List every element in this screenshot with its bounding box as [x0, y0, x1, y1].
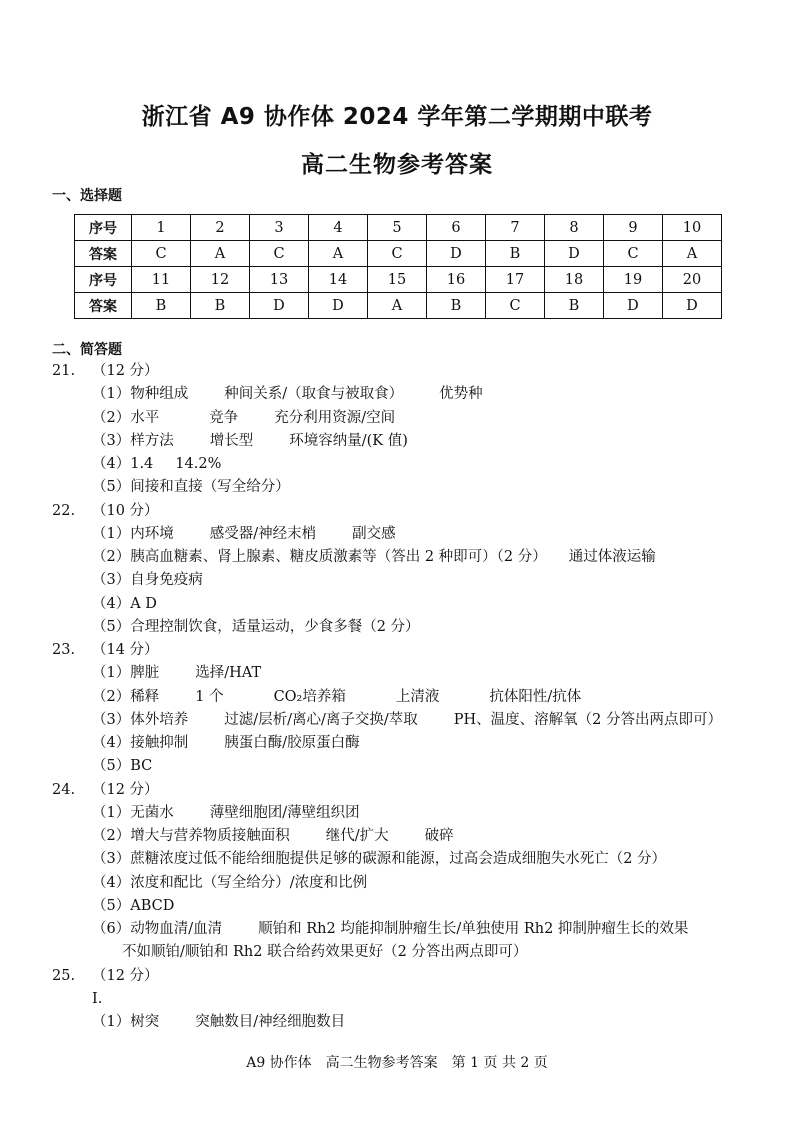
answer-text: （5）ABCD — [92, 897, 175, 914]
answer-text: （2）稀释 — [92, 688, 160, 705]
answer-line — [0, 453, 794, 476]
question-number: 25. — [52, 967, 76, 984]
answer-text: （1）内环境 — [92, 525, 174, 542]
table-cell: C — [250, 241, 309, 267]
question-score: （12 分） — [92, 967, 159, 984]
question-score: （12 分） — [92, 363, 159, 379]
table-cell: C — [132, 241, 191, 267]
table-cell: 1 — [132, 215, 191, 241]
answer-text: 继代/扩大 — [325, 828, 389, 844]
table-cell: D — [250, 293, 309, 319]
table-cell: 13 — [250, 267, 309, 293]
answer-text: 突触数目/神经细胞数目 — [195, 1014, 346, 1030]
answer-line — [0, 755, 794, 778]
answer-line — [0, 616, 794, 639]
table-cell: 16 — [427, 267, 486, 293]
answer-line — [0, 430, 794, 453]
question-header-23 — [0, 639, 794, 662]
answer-text: （4）1.4 — [92, 456, 154, 472]
answer-line — [0, 918, 794, 941]
table-cell: 4 — [309, 215, 368, 241]
answer-text: （4）浓度和配比（写全给分）/浓度和比例 — [92, 874, 368, 891]
table-row — [75, 293, 722, 319]
answer-list — [0, 360, 794, 1034]
answer-text: 抗体阳性/抗体 — [489, 688, 582, 705]
table-cell: 20 — [663, 267, 722, 293]
answer-text: I. — [92, 990, 103, 1007]
answer-line — [0, 872, 794, 895]
answer-text: （2）胰高血糖素、肾上腺素、糖皮质激素等（答出 2 种即可）（2 分） — [92, 549, 547, 565]
answer-text: 种间关系/（取食与被取食） — [224, 386, 404, 403]
answer-text: （4）接触抑制 — [92, 735, 189, 751]
answer-line — [0, 407, 794, 430]
table-cell: B — [427, 293, 486, 319]
answer-line — [0, 662, 794, 685]
answer-line — [0, 802, 794, 825]
answer-text: 增长型 — [209, 432, 254, 449]
answer-line — [0, 686, 794, 709]
answer-line — [0, 848, 794, 871]
answer-line — [0, 1011, 794, 1034]
row-label: 答案 — [75, 293, 132, 319]
table-cell: C — [368, 241, 427, 267]
answer-text: （1）无菌水 — [92, 804, 174, 821]
question-score: （12 分） — [92, 781, 159, 798]
table-cell: D — [663, 293, 722, 319]
answer-line — [0, 732, 794, 755]
answer-line — [0, 825, 794, 848]
table-cell: B — [132, 293, 191, 319]
answer-text: 竞争 — [209, 409, 239, 426]
table-cell: D — [427, 241, 486, 267]
answer-line — [0, 383, 794, 406]
table-cell: A — [368, 293, 427, 319]
question-number: 21. — [52, 363, 76, 379]
table-cell: B — [486, 241, 545, 267]
answer-text: （1）脾脏 — [92, 665, 160, 682]
answer-text: 感受器/神经末梢 — [209, 525, 317, 542]
table-row — [75, 215, 722, 241]
answer-text: （4）A D — [92, 595, 157, 612]
row-label: 答案 — [75, 241, 132, 267]
question-header-25 — [0, 965, 794, 988]
answer-text: 上清液 — [395, 688, 440, 705]
question-number: 22. — [52, 502, 76, 519]
table-cell: D — [545, 241, 604, 267]
answer-text: 充分利用资源/空间 — [274, 409, 396, 426]
answer-text: （1）树突 — [92, 1014, 160, 1030]
table-row — [75, 267, 722, 293]
answer-text: 薄壁细胞团/薄壁组织团 — [209, 804, 360, 821]
table-cell: 5 — [368, 215, 427, 241]
table-cell: 10 — [663, 215, 722, 241]
answer-text: 环境容纳量/(K 值) — [289, 432, 408, 449]
answer-text: PH、温度、溶解氧（2 分答出两点即可） — [453, 711, 723, 728]
table-cell: A — [191, 241, 250, 267]
table-cell: A — [663, 241, 722, 267]
question-header-22 — [0, 500, 794, 523]
table-cell: B — [545, 293, 604, 319]
answer-text: （5）BC — [92, 758, 153, 775]
answer-line — [0, 709, 794, 732]
answer-text: （3）蔗糖浓度过低不能给细胞提供足够的碳源和能源，过高会造成细胞失水死亡（2 分） — [92, 851, 667, 868]
table-cell: 7 — [486, 215, 545, 241]
table-cell: C — [604, 241, 663, 267]
page-title: 浙江省 A9 协作体 2024 学年第二学期期中联考 — [141, 104, 653, 130]
answer-text: 选择/HAT — [195, 665, 262, 682]
answer-text: 副交感 — [352, 525, 396, 542]
answer-text: （6）动物血清/血清 — [92, 921, 223, 937]
answer-text: 通过体液运输 — [568, 549, 656, 565]
page-subtitle: 高二生物参考答案 — [301, 152, 493, 178]
question-number: 24. — [52, 781, 76, 798]
answer-text: 不如顺铂/顺铂和 Rh2 联合给药效果更好（2 分答出两点即可） — [122, 944, 528, 961]
table-cell: B — [191, 293, 250, 319]
table-cell: 14 — [309, 267, 368, 293]
table-cell: 12 — [191, 267, 250, 293]
page-footer: A9 协作体 高二生物参考答案 第 1 页 共 2 页 — [246, 1055, 548, 1071]
question-score: （10 分） — [92, 502, 159, 519]
table-cell: 6 — [427, 215, 486, 241]
part-label — [0, 988, 794, 1011]
table-cell: 19 — [604, 267, 663, 293]
table-cell: 9 — [604, 215, 663, 241]
answer-text: 14.2% — [175, 456, 222, 472]
table-cell: A — [309, 241, 368, 267]
answer-text: 胰蛋白酶/胶原蛋白酶 — [224, 735, 360, 751]
answer-line — [0, 523, 794, 546]
table-cell: 11 — [132, 267, 191, 293]
answer-text: （3）体外培养 — [92, 711, 189, 728]
answer-text: 1 个 — [195, 688, 224, 705]
table-cell: 17 — [486, 267, 545, 293]
question-score: （14 分） — [92, 642, 159, 658]
answer-text: （2）水平 — [92, 409, 160, 426]
table-cell: 15 — [368, 267, 427, 293]
answer-text: （2）增大与营养物质接触面积 — [92, 828, 290, 844]
table-cell: C — [486, 293, 545, 319]
question-header-24 — [0, 779, 794, 802]
section-heading-choice: 一、选择题 — [52, 188, 122, 204]
table-cell: 2 — [191, 215, 250, 241]
answer-line — [0, 895, 794, 918]
answer-line-continued — [0, 941, 794, 964]
answer-text: （3）自身免疫病 — [92, 572, 203, 589]
answer-text: （5）合理控制饮食，适量运动，少食多餐（2 分） — [92, 618, 420, 635]
answer-text: 破碎 — [424, 828, 454, 844]
answer-line — [0, 569, 794, 592]
table-row — [75, 241, 722, 267]
answer-text: 过滤/层析/离心/离子交换/萃取 — [224, 711, 418, 728]
answer-line — [0, 546, 794, 569]
answer-text: （1）物种组成 — [92, 386, 189, 403]
question-header-21 — [0, 360, 794, 383]
table-cell: 8 — [545, 215, 604, 241]
answer-text: 顺铂和 Rh2 均能抑制肿瘤生长/单独使用 Rh2 抑制肿瘤生长的效果 — [258, 921, 689, 937]
table-cell: D — [604, 293, 663, 319]
answer-text: （5）间接和直接（写全给分） — [92, 479, 290, 496]
answer-line — [0, 476, 794, 499]
table-cell: 18 — [545, 267, 604, 293]
answer-line — [0, 593, 794, 616]
row-label: 序号 — [75, 267, 132, 293]
table-cell: 3 — [250, 215, 309, 241]
answer-text: CO₂培养箱 — [273, 688, 346, 705]
question-number: 23. — [52, 642, 76, 658]
answer-text: （3）样方法 — [92, 432, 174, 449]
table-cell: D — [309, 293, 368, 319]
answer-table — [74, 214, 722, 319]
section-heading-short-answer: 二、简答题 — [52, 342, 122, 358]
row-label: 序号 — [75, 215, 132, 241]
answer-text: 优势种 — [439, 386, 483, 403]
